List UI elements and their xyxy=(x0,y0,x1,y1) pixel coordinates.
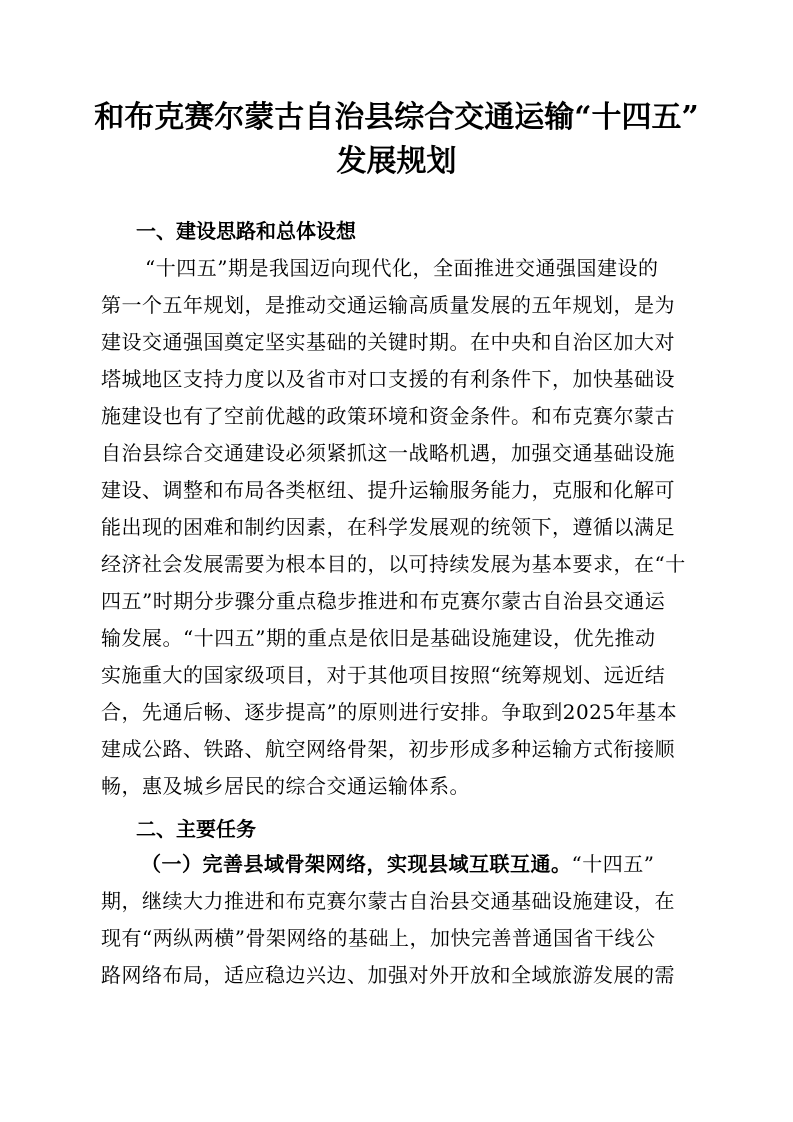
paragraph-line: 路网络布局，适应稳边兴边、加强对外开放和全域旅游发展的需 xyxy=(101,963,675,987)
paragraph-line: 畅，惠及城乡居民的综合交通运输体系。 xyxy=(101,774,470,798)
subsection-text: “十四五” xyxy=(571,852,655,876)
paragraph-line: 经济社会发展需要为根本目的，以可持续发展为基本要求，在“十 xyxy=(101,552,686,576)
paragraph-line: 实施重大的国家级项目，对于其他项目按照“统筹规划、远近结 xyxy=(101,663,666,687)
paragraph-line: 输发展。“十四五”期的重点是依旧是基础设施建设，优先推动 xyxy=(101,626,656,650)
section-1-body xyxy=(101,250,693,805)
paragraph-line: 建成公路、铁路、航空网络骨架，初步形成多种运输方式衔接顺 xyxy=(101,737,675,761)
subsection-heading: （一）完善县域骨架网络，实现县域互联互通。 xyxy=(141,852,572,876)
section-2-body xyxy=(101,846,693,994)
paragraph-line: 建设、调整和布局各类枢纽、提升运输服务能力，克服和化解可 xyxy=(101,478,675,502)
paragraph-line: 塔城地区支持力度以及省市对口支援的有利条件下，加快基础设 xyxy=(101,367,675,391)
subsection-line xyxy=(101,846,693,883)
paragraph-line: 施建设也有了空前优越的政策环境和资金条件。和布克赛尔蒙古 xyxy=(101,404,675,428)
paragraph-line: 合，先通后畅、逐步提高”的原则进行安排。争取到2025年基本 xyxy=(101,700,678,724)
paragraph-line: 自治县综合交通建设必须紧抓这一战略机遇，加强交通基础设施 xyxy=(101,441,675,465)
section-2-heading: 二、主要任务 xyxy=(136,817,256,841)
paragraph-line: “十四五”期是我国迈向现代化，全面推进交通强国建设的 xyxy=(145,256,659,280)
section-1-heading: 一、建设思路和总体设想 xyxy=(136,219,356,243)
paragraph-line: 能出现的困难和制约因素，在科学发展观的统领下，遵循以满足 xyxy=(101,515,675,539)
paragraph-line: 四五”时期分步骤分重点稳步推进和布克赛尔蒙古自治县交通运 xyxy=(101,589,666,613)
document-title-line-2: 发展规划 xyxy=(336,144,457,179)
document-title-line-1: 和布克赛尔蒙古自治县综合交通运输“十四五” xyxy=(94,100,699,135)
paragraph-line: 期，继续大力推进和布克赛尔蒙古自治县交通基础设施建设，在 xyxy=(101,889,675,913)
paragraph-line: 现有“两纵两横”骨架网络的基础上，加快完善普通国省干线公 xyxy=(101,926,656,950)
paragraph-line: 建设交通强国奠定坚实基础的关键时期。在中央和自治区加大对 xyxy=(101,330,675,354)
paragraph-line: 第一个五年规划，是推动交通运输高质量发展的五年规划，是为 xyxy=(101,293,675,317)
